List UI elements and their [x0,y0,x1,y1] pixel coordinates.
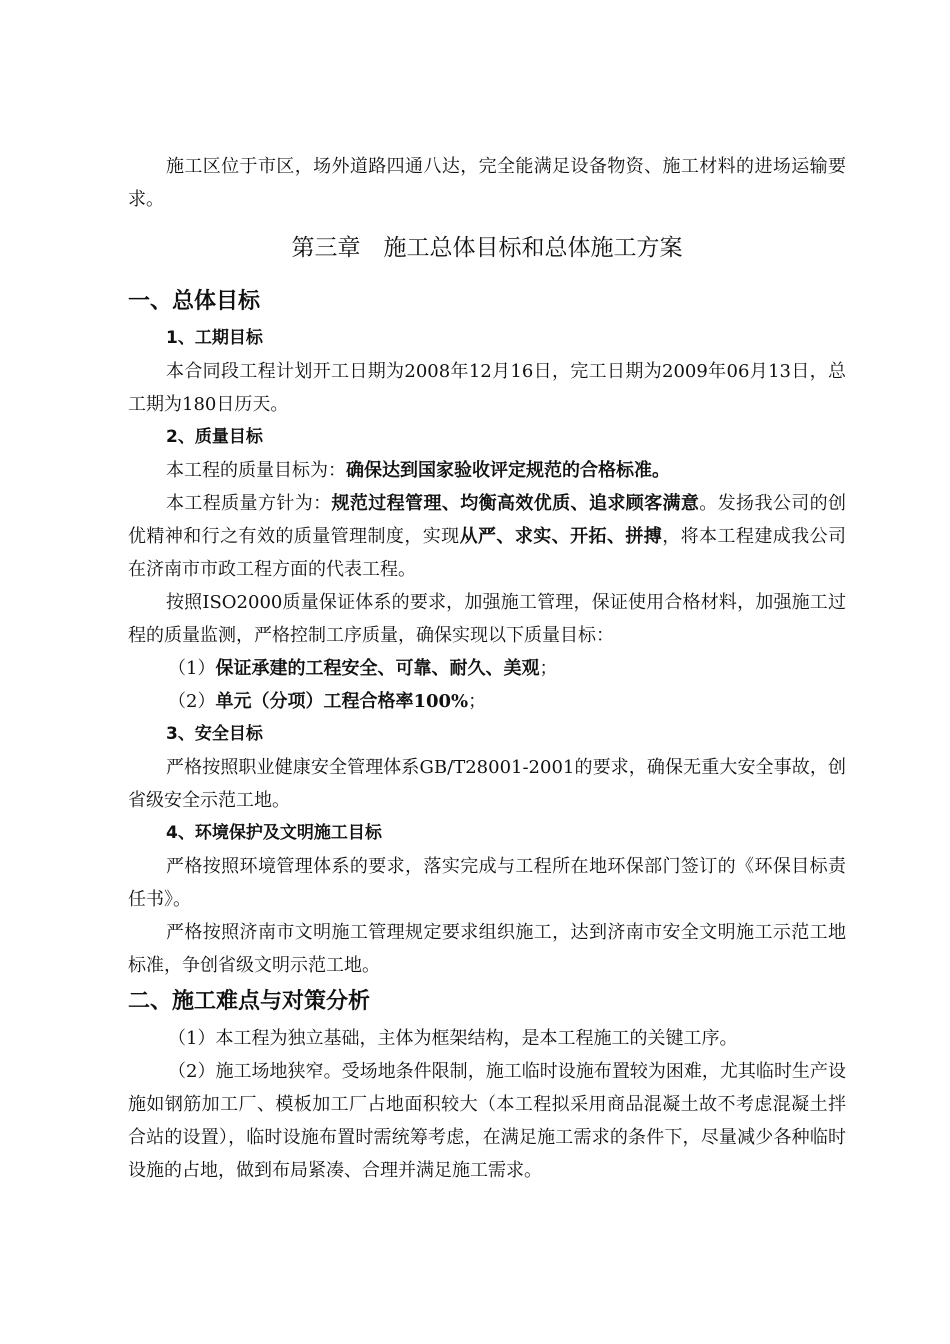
environment-goal-heading: 4、环境保护及文明施工目标 [166,823,382,843]
quality-goal-heading: 2、质量目标 [166,427,263,447]
iso-text: 按照ISO2000质量保证体系的要求，加强施工管理，保证使用合格材料，加强施工过程的质量监测，严格控制工序质量，确保实现以下质量目标： [128,592,846,646]
quality-policy-bold: 规范过程管理、均衡高效优质、追求顾客满意 [331,493,700,514]
quality-policy-prefix: 本工程质量方针为： [166,493,332,514]
intro-paragraph: 施工区位于市区，场外道路四通八达，完全能满足设备物资、施工材料的进场运输要求。 [128,156,846,210]
schedule-goal-text: 本合同段工程计划开工日期为2008年12月16日，完工日期为2009年06月13日，总工期为180日历天。 [128,361,846,415]
document-page [128,150,846,1187]
quality-policy-suffix: ，将本工程建成我公司在济南市市政工程方面的代表工程。 [128,526,847,580]
quality-goal-text [128,454,846,487]
schedule-goal-heading: 1、工期目标 [166,328,263,348]
quality-item-1-prefix: （1） [168,658,216,679]
quality-policy-text [128,487,846,586]
difficulty-item-1: （1）本工程为独立基础，主体为框架结构，是本工程施工的关键工序。 [168,1028,738,1049]
quality-item-2-suffix: ； [468,691,487,712]
quality-goal-prefix: 本工程的质量目标为： [166,460,346,481]
section1-heading: 一、总体目标 [128,289,261,314]
quality-item-1 [128,652,846,685]
section2-heading: 二、施工难点与对策分析 [128,989,371,1014]
quality-policy-bold2: 从严、求实、开拓、拼搏 [459,526,663,547]
safety-goal-text: 严格按照职业健康安全管理体系GB/T28001-2001的要求，确保无重大安全事故，创省级安全示范工地。 [128,757,846,811]
quality-item-2-prefix: （2） [168,691,216,712]
quality-policy-mid: 。发扬我公司的创优精神和行之有效的质量管理制度，实现 [128,493,847,547]
difficulty-item-2: （2）施工场地狭窄。受场地条件限制，施工临时设施布置较为困难，尤其临时生产设施如钢筋加工厂、模板加工厂占地面积较大（本工程拟采用商品混凝土故不考虑混凝土拌合站的设置），临时设施布置时需统筹考虑，在满足施工需求的条件下，尽量减少各种临时设施的占地，做到布局紧凑、合理并满足施工需求。 [128,1061,846,1181]
safety-goal-heading: 3、安全目标 [166,724,263,744]
quality-goal-bold: 确保达到国家验收评定规范的合格标准。 [346,460,670,481]
environment-goal-text-1: 严格按照环境管理体系的要求，落实完成与工程所在地环保部门签订的《环保目标责任书》。 [128,856,846,910]
chapter-title: 第三章 施工总体目标和总体施工方案 [291,235,683,261]
quality-item-2 [128,685,846,718]
quality-item-1-suffix: ； [539,658,558,679]
quality-item-2-bold: 单元（分项）工程合格率100% [215,691,469,712]
quality-item-1-bold: 保证承建的工程安全、可靠、耐久、美观 [215,658,540,679]
environment-goal-text-2: 严格按照济南市文明施工管理规定要求组织施工，达到济南市安全文明施工示范工地标准，争创省级文明示范工地。 [128,922,846,976]
